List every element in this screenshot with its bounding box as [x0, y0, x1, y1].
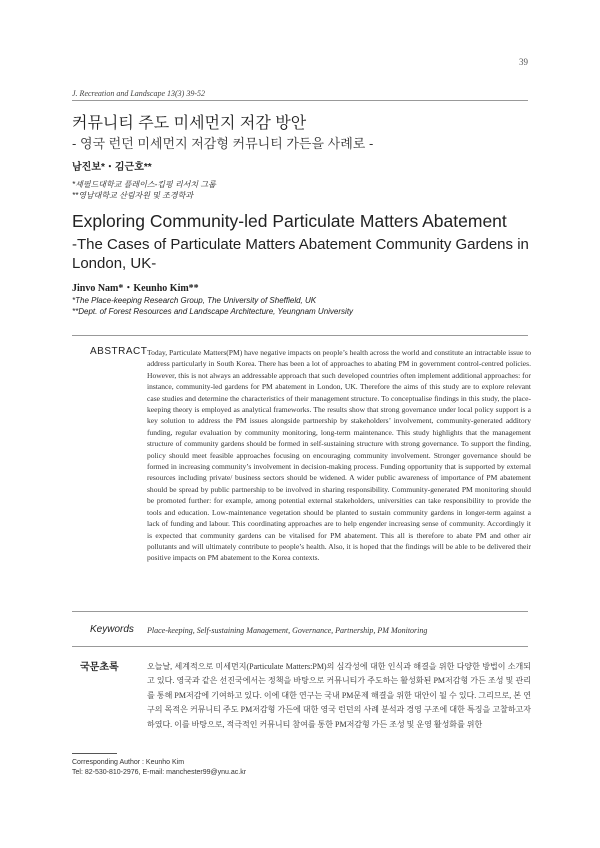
keywords-rule-bottom	[72, 646, 528, 647]
korean-abstract-label: 국문초록	[80, 662, 119, 673]
keywords-rule-top	[72, 611, 528, 612]
abstract-label: ABSTRACT	[90, 346, 148, 357]
keywords-text: Place-keeping, Self-sustaining Management, Governance, Partnership, PM Monitoring	[147, 626, 428, 635]
keywords-label: Keywords	[90, 624, 134, 635]
footnote-corresponding-author: Corresponding Author : Keunho Kim	[72, 759, 185, 766]
korean-authors: 남진보*・김근호**	[72, 162, 152, 173]
english-affiliation-2: **Dept. of Forest Resources and Landscape Architecture, Yeungnam University	[72, 307, 354, 316]
english-subtitle: -The Cases of Particulate Matters Abatement Community Gardens in London, UK-	[72, 236, 529, 272]
english-affiliation-1: *The Place-keeping Research Group, The University of Sheffield, UK	[72, 296, 317, 305]
korean-affiliation-1: *셰필드대학교 플레이스-킵핑 리서치 그룹	[72, 180, 216, 189]
abstract-rule	[72, 335, 528, 336]
abstract-text: Today, Particulate Matters(PM) have negative impacts on people’s health across the world and constitute an intractable issue to address particularly in South Korea. There has been a lot of approaches to abating PM in government control-centred policies. However, this is not always an addressable approach that such developed countries often implement additional approaches: for instance, community-led gardens for PM abatement in London, UK. Therefore the aims of this study are to explore relevant case studies and determine the characteristics of their management structure. To conceptualise findings in this study, the place-keeping theory is employed as analytical frameworks. The results show that strong governance under local policy support is a key solution to address the PM issues alongside partnership by stakeholders’ involvement, community-generated additory funding, regular evaluation by community monitoring, long-term maintenance. This study highlights that the management structure of community gardens should be formed in self-sustaining structure with strong governance. To support the finding, policy should meet feasible approaches focusing on encouraging community involvement. Stronger governance should be formed in increasing community’s involvement in decision-making process. Funding opportunity that is supported by external resources including private/ business sectors should be widened. A wider public awareness of importance of PM abatement should be spread by public partnership to be involved in sharing responsibility. Community-generated PM monitoring should be promoted further: for example, among potential external stakeholders, universities can take responsibility to provide the tools and education. Low-maintenance vegetation should be planted to sustain community gardens in longer-term against a lack of funding and labour. This coordinating approaches are to help engender increasing sense of community. Accordingly it is expected that community gardens can be vitalised for PM abatement. This all is therefore to abate PM and other air pollutants and will ultimately contribute to people’s health. Also, it is hoped that the findings will be able to be delivered their positive impacts on PM abatement to the Korea contexts.	[147, 348, 531, 563]
page-number: 39	[519, 57, 528, 67]
korean-affiliation-2: **영남대학교 산림자원 및 조경학과	[72, 191, 194, 200]
english-title: Exploring Community-led Particulate Matters Abatement	[72, 211, 507, 231]
korean-title: 커뮤니티 주도 미세먼지 저감 방안	[72, 115, 307, 132]
footnote-contact: Tel: 82-530-810-2976, E-mail: manchester99@ynu.ac.kr	[72, 769, 247, 776]
journal-citation: J. Recreation and Landscape 13(3) 39-52	[72, 89, 206, 98]
header-rule	[72, 100, 528, 101]
korean-abstract-text: 오늘날, 세계적으로 미세먼지(Particulate Matters:PM)의 심각성에 대한 인식과 해결을 위한 다양한 방법이 소개되고 있다. 영국과 같은 선진국에서는 정책을 바탕으로 커뮤니티가 주도하는 활성화된 PM저감형 가든 조성 및 관리를 통해 PM저감에 기여하고 있다. 이에 대한 연구는 국내 PM문제 해결을 위한 대안이 될 수 있다. 그리므로, 본 연구의 목적은 커뮤니티 주도 PM저감형 가든에 대한 영국 런던의 사례 분석과 경영 구조에 대한 특징을 고찰하고자 하였다. 이를 바탕으로, 적극적인 커뮤니티 참여를 통한 PM저감형 가든 조성 및 운영 활성화를 위한	[147, 662, 531, 729]
english-authors: Jinvo Nam*・Keunho Kim**	[72, 283, 199, 294]
korean-subtitle: - 영국 런던 미세먼지 저감형 커뮤니티 가든을 사례로 -	[72, 136, 374, 151]
footnote-rule	[72, 753, 117, 754]
